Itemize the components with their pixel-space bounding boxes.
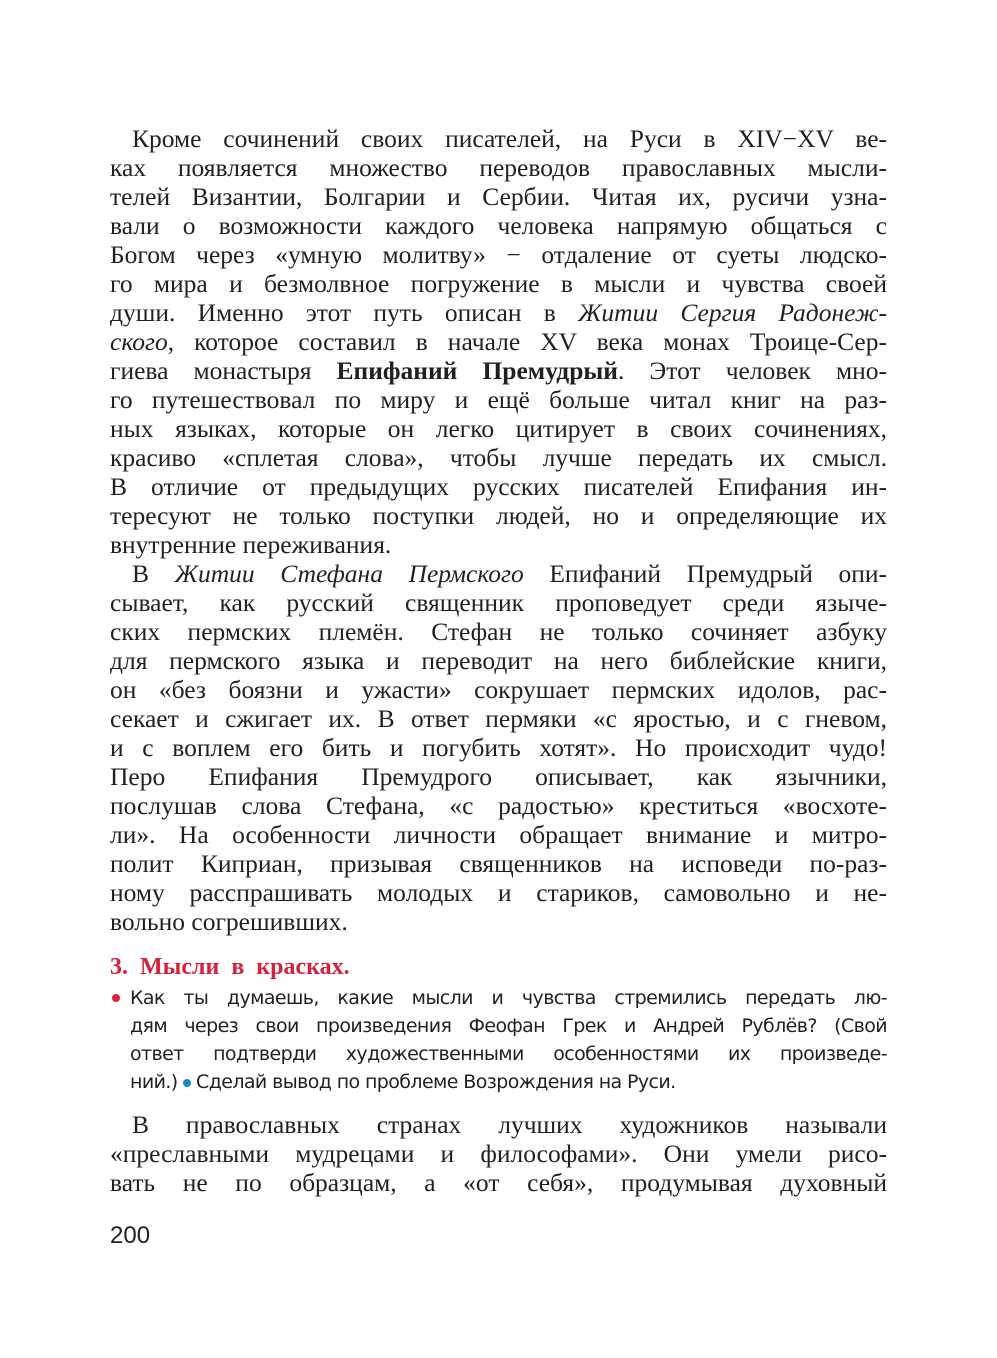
text-segment: го путешествовал по миру и ещё больше читал книг на раз-: [110, 385, 887, 414]
text-line: [110, 124, 887, 153]
text-line: [110, 675, 887, 704]
text-segment: ских пермских племён. Стефан не только сочиняет азбуку: [110, 617, 887, 646]
text-line: [110, 791, 887, 820]
text-line: [110, 153, 887, 182]
text-segment: вольно согрешивших.: [110, 907, 348, 936]
text-line: [110, 327, 887, 356]
text-line: [110, 820, 887, 849]
italic-title: ского: [110, 327, 168, 356]
page-number: 200: [110, 1222, 151, 1249]
bold-name: Епифаний Премудрый: [336, 356, 618, 385]
text-segment: гиева монастыря: [110, 356, 337, 385]
text-line: [110, 472, 887, 501]
bullet-blue-icon: [183, 1079, 191, 1087]
text-segment: В: [132, 559, 175, 588]
italic-title: Житии Сергия Радонеж-: [578, 298, 887, 327]
text-segment: , которое составил в начале XV века монах Троице-Сер-: [167, 327, 887, 356]
text-segment: красиво «сплетая слова», чтобы лучше передать их смысл.: [110, 443, 887, 472]
text-segment: сывает, как русский священник проповедует среди языче-: [110, 588, 887, 617]
section-heading: 3. Мысли в красках.: [110, 954, 350, 980]
body-text: [110, 124, 887, 936]
text-line: В православных странах лучших художников называли: [132, 1110, 887, 1139]
text-line: [110, 356, 887, 385]
text-segment: тересуют не только поступки людей, но и определяющие их: [110, 501, 887, 530]
text-line: вать не по образцам, а «от себя», продумывая духовный: [110, 1168, 887, 1197]
page-content: [110, 124, 887, 1197]
text-line: [110, 878, 887, 907]
text-segment: Кроме сочинений своих писателей, на Руси в XIV−XV ве-: [132, 124, 887, 153]
text-segment: послушав слова Стефана, «с радостью» креститься «восхоте-: [110, 791, 887, 820]
text-segment: Епифаний Премудрый опи-: [523, 559, 887, 588]
paragraph: [110, 1110, 887, 1197]
text-line: [110, 762, 887, 791]
text-line: [110, 211, 887, 240]
text-line: [110, 559, 887, 588]
text-segment: секает и сжигает их. В ответ пермяки «с яростью, и с гневом,: [110, 704, 887, 733]
text-line: [110, 182, 887, 211]
text-line: [110, 646, 887, 675]
text-line: «преславными мудрецами и философами». Они умели рисо-: [110, 1139, 887, 1168]
text-segment: Перо Епифания Премудрого описывает, как язычники,: [110, 762, 887, 791]
text-line: [110, 240, 887, 269]
text-segment: души. Именно этот путь описан в: [110, 298, 579, 327]
text-line: [110, 907, 887, 936]
text-line: [110, 530, 887, 559]
text-line: [110, 704, 887, 733]
task-block: [110, 984, 887, 1096]
text-line: [110, 617, 887, 646]
text-line: [110, 414, 887, 443]
text-segment: телей Византии, Болгарии и Сербии. Читая их, русичи узна-: [110, 182, 887, 211]
text-segment: ках появляется множество переводов православных мысли-: [110, 153, 887, 182]
text-segment: он «без боязни и ужасти» сокрушает пермских идолов, рас-: [110, 675, 887, 704]
text-line: [110, 269, 887, 298]
text-segment: вали о возможности каждого человека напрямую общаться с: [110, 211, 887, 240]
task-text: Сделай вывод по проблеме Возрождения на Руси.: [196, 1071, 676, 1093]
text-segment: внутренние переживания.: [110, 530, 392, 559]
text-segment: Богом через «умную молитву» − отдаление от суеты людско-: [110, 240, 887, 269]
text-segment: В отличие от предыдущих русских писателей Епифания ин-: [110, 472, 887, 501]
text-line: [110, 443, 887, 472]
task-line: Как ты думаешь, какие мысли и чувства стремились передать лю-: [130, 987, 887, 1009]
text-line: [110, 733, 887, 762]
task-text: ний.): [130, 1071, 178, 1093]
text-segment: го мира и безмолвное погружение в мысли и чувства своей: [110, 269, 887, 298]
paragraph: [110, 124, 887, 559]
text-segment: ли». На особенности личности обращает внимание и митро-: [110, 820, 887, 849]
bullet-red-icon: [112, 994, 120, 1002]
text-segment: полит Киприан, призывая священников на исповеди по-раз-: [110, 849, 887, 878]
text-segment: . Этот человек мно-: [617, 356, 887, 385]
task-line: [130, 1068, 887, 1096]
text-line: [110, 849, 887, 878]
italic-title: Житии Стефана Пермского: [174, 559, 524, 588]
text-segment: для пермского языка и переводит на него библейские книги,: [110, 646, 887, 675]
text-segment: ных языках, которые он легко цитирует в своих сочинениях,: [110, 414, 887, 443]
paragraph: [110, 559, 887, 936]
text-segment: ному расспрашивать молодых и стариков, самовольно и не-: [110, 878, 887, 907]
text-line: [110, 501, 887, 530]
task-line: дям через свои произведения Феофан Грек и Андрей Рублёв? (Свой: [130, 1015, 887, 1037]
text-segment: и с воплем его бить и погубить хотят». Но происходит чудо!: [110, 733, 887, 762]
text-line: [110, 385, 887, 414]
text-line: [110, 298, 887, 327]
text-line: [110, 588, 887, 617]
task-line: ответ подтверди художественными особенностями их произведе-: [130, 1043, 887, 1065]
